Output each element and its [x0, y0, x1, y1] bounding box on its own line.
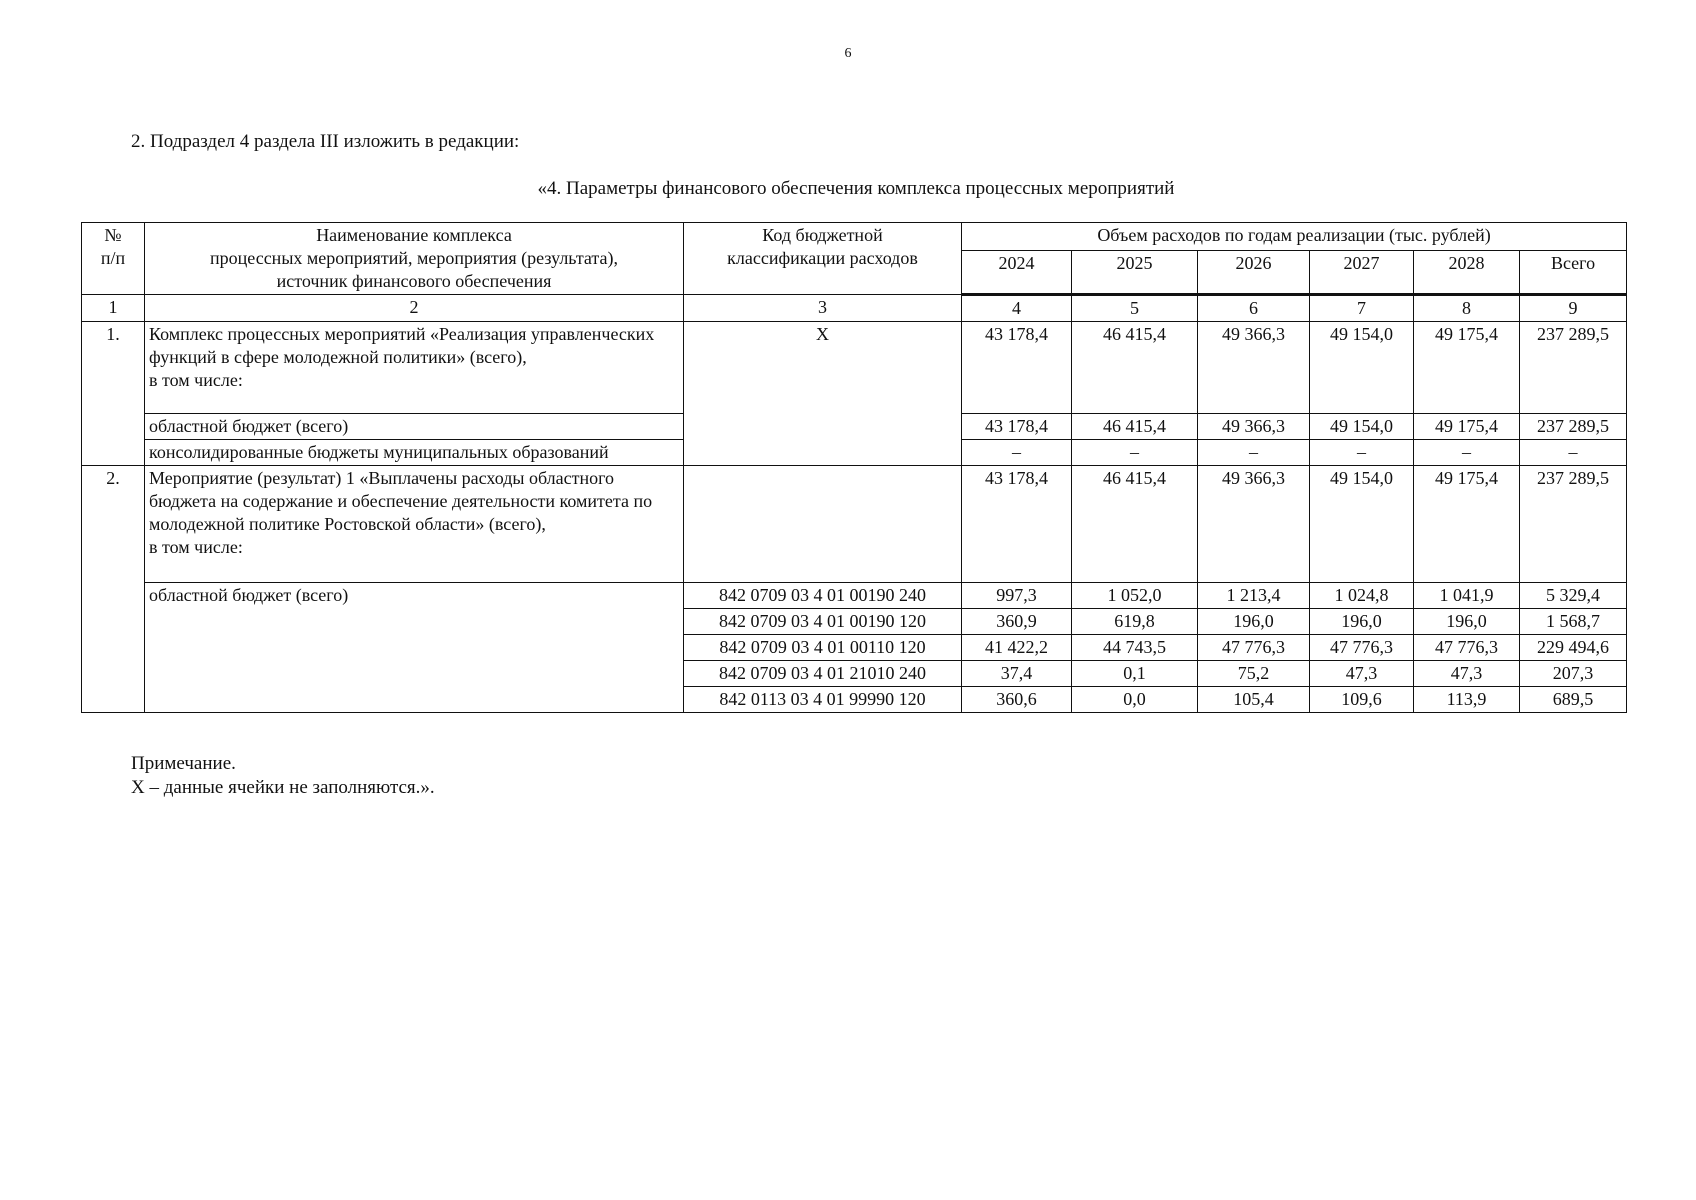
value-cell: 49 175,4 [1414, 466, 1520, 583]
complex-name: Комплекс процессных мероприятий «Реализация управленческих функций в сфере молодежной политики» (всего), в том числе: [145, 322, 684, 414]
value-cell: 229 494,6 [1520, 635, 1627, 661]
value-cell: – [1198, 440, 1310, 466]
budget-code: 842 0709 03 4 01 00110 120 [684, 635, 962, 661]
budget-code: 842 0113 03 4 01 99990 120 [684, 687, 962, 713]
header-row [82, 223, 1627, 251]
value-cell: 207,3 [1520, 661, 1627, 687]
row-number: 1. [82, 322, 145, 466]
value-cell: 47 776,3 [1198, 635, 1310, 661]
col-number: 8 [1414, 295, 1520, 322]
value-cell: 113,9 [1414, 687, 1520, 713]
header-year: 2024 [962, 251, 1072, 295]
value-cell: 49 175,4 [1414, 414, 1520, 440]
value-cell: 1 213,4 [1198, 583, 1310, 609]
value-cell: 237 289,5 [1520, 466, 1627, 583]
header-name: Наименование комплекса процессных мероприятий, мероприятия (результата), источник финансового обеспечения [145, 223, 684, 295]
header-volume: Объем расходов по годам реализации (тыс. рублей) [962, 223, 1627, 251]
value-cell: – [1072, 440, 1198, 466]
value-cell: 619,8 [1072, 609, 1198, 635]
value-cell: – [1310, 440, 1414, 466]
value-cell: 689,5 [1520, 687, 1627, 713]
budget-code: X [684, 322, 962, 466]
value-cell: 49 366,3 [1198, 466, 1310, 583]
value-cell: 43 178,4 [962, 466, 1072, 583]
source-name: областной бюджет (всего) [145, 583, 684, 713]
column-numbers-row [82, 295, 1627, 322]
value-cell: – [1414, 440, 1520, 466]
value-cell: 49 366,3 [1198, 414, 1310, 440]
value-cell: 49 366,3 [1198, 322, 1310, 414]
value-cell: 37,4 [962, 661, 1072, 687]
value-cell: 46 415,4 [1072, 466, 1198, 583]
value-cell: 49 154,0 [1310, 466, 1414, 583]
value-cell: 360,9 [962, 609, 1072, 635]
col-number: 1 [82, 295, 145, 322]
table-row [82, 583, 1627, 609]
value-cell: 1 024,8 [1310, 583, 1414, 609]
note-text: X – данные ячейки не заполняются.». [131, 777, 435, 798]
value-cell: 105,4 [1198, 687, 1310, 713]
value-cell: 0,1 [1072, 661, 1198, 687]
amendment-paragraph: 2. Подраздел 4 раздела III изложить в редакции: [131, 131, 520, 152]
value-cell: 1 568,7 [1520, 609, 1627, 635]
value-cell: 109,6 [1310, 687, 1414, 713]
col-number: 5 [1072, 295, 1198, 322]
value-cell: 46 415,4 [1072, 322, 1198, 414]
value-cell: 997,3 [962, 583, 1072, 609]
value-cell: 47,3 [1414, 661, 1520, 687]
col-number: 7 [1310, 295, 1414, 322]
note [131, 752, 435, 800]
row-number: 2. [82, 466, 145, 713]
budget-code: 842 0709 03 4 01 00190 120 [684, 609, 962, 635]
source-name: областной бюджет (всего) [145, 414, 684, 440]
value-cell: 49 154,0 [1310, 322, 1414, 414]
col-number: 9 [1520, 295, 1627, 322]
value-cell: 196,0 [1310, 609, 1414, 635]
table-title: «4. Параметры финансового обеспечения комплекса процессных мероприятий [537, 178, 1175, 199]
value-cell: 47,3 [1310, 661, 1414, 687]
value-cell: – [1520, 440, 1627, 466]
col-number: 6 [1198, 295, 1310, 322]
financing-table [81, 222, 1627, 713]
col-number: 2 [145, 295, 684, 322]
value-cell: 237 289,5 [1520, 414, 1627, 440]
col-number: 3 [684, 295, 962, 322]
value-cell: 43 178,4 [962, 322, 1072, 414]
header-year: 2028 [1414, 251, 1520, 295]
note-title: Примечание. [131, 753, 236, 774]
value-cell: 237 289,5 [1520, 322, 1627, 414]
value-cell: 1 041,9 [1414, 583, 1520, 609]
header-year: 2026 [1198, 251, 1310, 295]
col-number: 4 [962, 295, 1072, 322]
header-year: 2025 [1072, 251, 1198, 295]
value-cell: 44 743,5 [1072, 635, 1198, 661]
value-cell: 1 052,0 [1072, 583, 1198, 609]
table-row [82, 466, 1627, 583]
header-total: Всего [1520, 251, 1627, 295]
value-cell: 47 776,3 [1310, 635, 1414, 661]
value-cell: 41 422,2 [962, 635, 1072, 661]
value-cell: 196,0 [1198, 609, 1310, 635]
value-cell: 0,0 [1072, 687, 1198, 713]
value-cell: – [962, 440, 1072, 466]
value-cell: 49 175,4 [1414, 322, 1520, 414]
source-name: консолидированные бюджеты муниципальных образований [145, 440, 684, 466]
value-cell: 75,2 [1198, 661, 1310, 687]
budget-code [684, 466, 962, 583]
header-code: Код бюджетной классификации расходов [684, 223, 962, 295]
table-row [82, 322, 1627, 414]
header-year: 2027 [1310, 251, 1414, 295]
header-num: № п/п [82, 223, 145, 295]
value-cell: 49 154,0 [1310, 414, 1414, 440]
budget-code: 842 0709 03 4 01 00190 240 [684, 583, 962, 609]
budget-code: 842 0709 03 4 01 21010 240 [684, 661, 962, 687]
value-cell: 47 776,3 [1414, 635, 1520, 661]
measure-name: Мероприятие (результат) 1 «Выплачены расходы областного бюджета на содержание и обеспечение деятельности комитета по молодежной политике Ростовской области» (всего), в том числе: [145, 466, 684, 583]
value-cell: 46 415,4 [1072, 414, 1198, 440]
value-cell: 196,0 [1414, 609, 1520, 635]
page-number: 6 [844, 46, 852, 61]
value-cell: 5 329,4 [1520, 583, 1627, 609]
value-cell: 43 178,4 [962, 414, 1072, 440]
value-cell: 360,6 [962, 687, 1072, 713]
